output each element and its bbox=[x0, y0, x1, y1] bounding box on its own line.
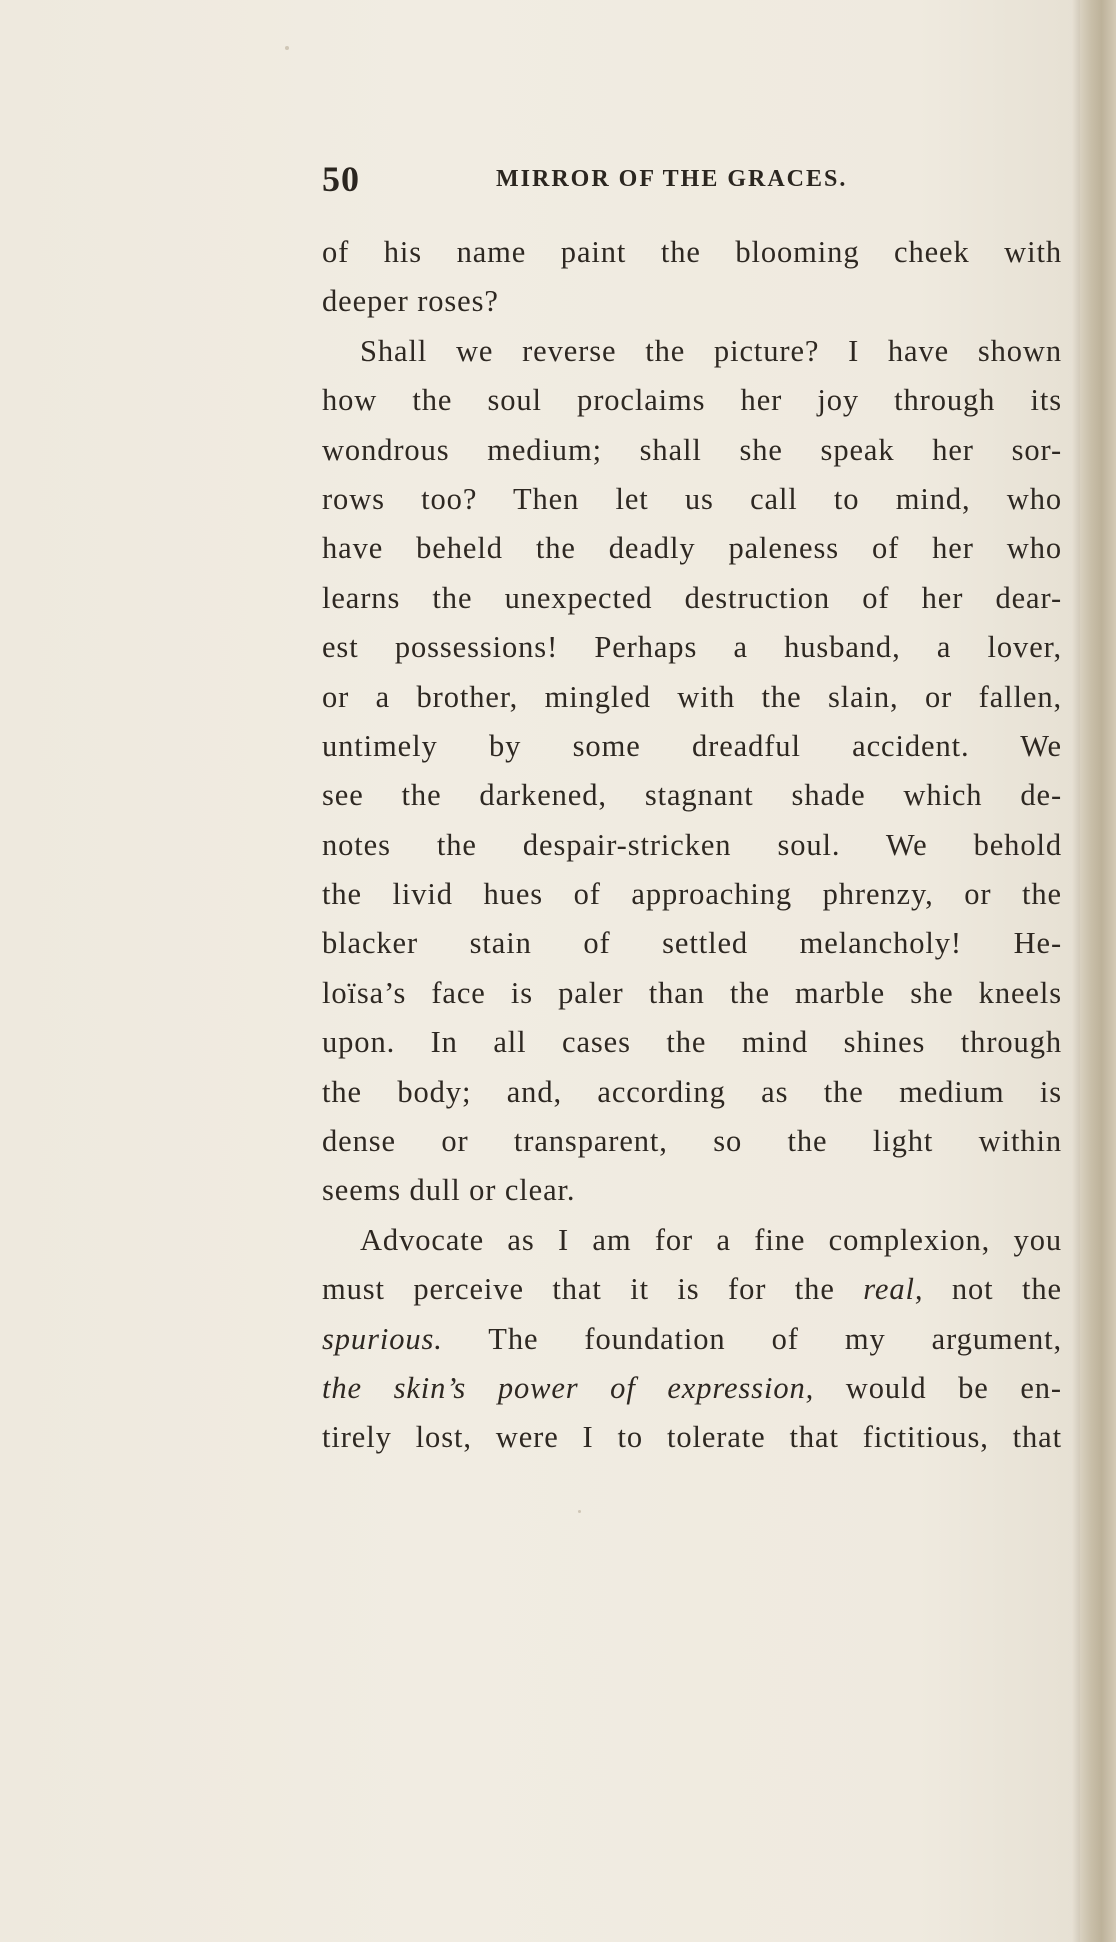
text-line: loïsa’s face is paler than the marble she kneels bbox=[322, 975, 1062, 1010]
text-segment: would be en- bbox=[814, 1370, 1062, 1405]
body-text bbox=[322, 228, 1062, 1463]
text-line: wondrous medium; shall she speak her sor- bbox=[322, 432, 1062, 467]
text-segment: must perceive that it is for the bbox=[322, 1272, 864, 1307]
text-line: dense or transparent, so the light within bbox=[322, 1124, 1062, 1159]
text-line: Shall we reverse the picture? I have shown bbox=[360, 333, 1062, 368]
text-line: have beheld the deadly paleness of her who bbox=[322, 531, 1062, 566]
text-line: deeper roses? bbox=[322, 284, 499, 319]
italic-text: the skin’s power of expression, bbox=[322, 1370, 815, 1405]
running-head: MIRROR OF THE GRACES. bbox=[496, 166, 848, 192]
paper-speck bbox=[578, 1510, 581, 1513]
italic-text: real, bbox=[863, 1272, 924, 1307]
text-line: the livid hues of approaching phrenzy, or the bbox=[322, 877, 1062, 912]
text-line bbox=[322, 1364, 1062, 1413]
text-line bbox=[322, 1265, 1062, 1314]
text-line: Advocate as I am for a fine complexion, you bbox=[360, 1222, 1062, 1257]
text-line: upon. In all cases the mind shines through bbox=[322, 1025, 1062, 1060]
text-line: est possessions! Perhaps a husband, a lover, bbox=[322, 630, 1062, 665]
text-line: how the soul proclaims her joy through its bbox=[322, 383, 1062, 418]
text-line: untimely by some dreadful accident. We bbox=[322, 728, 1062, 763]
text-line: tirely lost, were I to tolerate that fictitious, that bbox=[322, 1420, 1062, 1455]
text-line: see the darkened, stagnant shade which de- bbox=[322, 778, 1062, 813]
text-line: the body; and, according as the medium is bbox=[322, 1074, 1062, 1109]
text-line bbox=[322, 1315, 1062, 1364]
text-segment: The foundation of my argument, bbox=[442, 1321, 1062, 1356]
text-line: of his name paint the blooming cheek with bbox=[322, 235, 1062, 269]
page-number: 50 bbox=[322, 159, 360, 199]
text-line: learns the unexpected destruction of her dear- bbox=[322, 580, 1062, 615]
text-segment: not the bbox=[923, 1272, 1062, 1307]
text-line: blacker stain of settled melancholy! He- bbox=[322, 926, 1062, 961]
page-header bbox=[322, 158, 1062, 208]
paper-speck bbox=[285, 46, 289, 50]
text-line: seems dull or clear. bbox=[322, 1173, 576, 1208]
italic-text: spurious. bbox=[322, 1321, 443, 1356]
page-stack-edge bbox=[1080, 0, 1116, 1942]
text-line: notes the despair-stricken soul. We behold bbox=[322, 827, 1062, 862]
text-line: rows too? Then let us call to mind, who bbox=[322, 481, 1062, 516]
text-line: or a brother, mingled with the slain, or fallen, bbox=[322, 679, 1062, 714]
